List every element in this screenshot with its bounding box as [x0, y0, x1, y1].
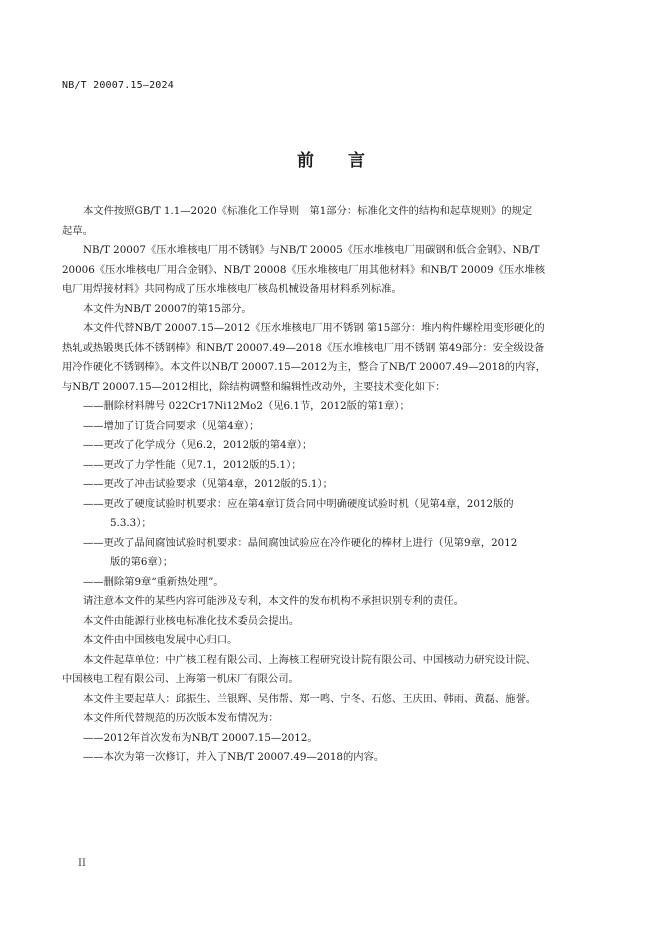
change-item: ——删除材料牌号 022Cr17Ni12Mo2（见6.1节，2012版的第1章）；: [83, 400, 410, 412]
paragraph-series-cont-2: 电厂用焊接材料》共同构成了压水堆核电厂核岛机械设备用材料系列标准。: [62, 283, 402, 295]
change-item: ——删除第9章“重新热处理”。: [83, 575, 224, 588]
change-item: ——更改了力学性能（见7.1，2012版的5.1）；: [83, 458, 302, 471]
paragraph-series: NB/T 20007《压水堆核电厂用不锈钢》与NB/T 20005《压水堆核电厂用碳钢和低合金钢》、NB/T: [83, 244, 540, 256]
paragraph-drafting-units: 本文件起草单位：中广核工程有限公司、上海核工程研究设计院有限公司、中国核动力研究设计院、: [83, 653, 537, 666]
change-item: ——更改了晶间腐蚀试验时机要求：晶间腐蚀试验应在冷作硬化的棒材上进行（见第9章，2012: [83, 536, 518, 549]
page-title-char-2: 言: [348, 151, 365, 171]
paragraph-proposer: 本文件由能源行业核电标准化技术委员会提出。: [83, 614, 300, 627]
paragraph-series-cont-1: 20006《压水堆核电厂用合金钢》、NB/T 20008《压水堆核电厂用其他材料》和NB/T 20009《压水堆核: [62, 263, 545, 276]
paragraph-drafting-basis: 本文件按照GB/T 1.1—2020《标准化工作导则 第1部分：标准化文件的结构和起草规则》的规定: [83, 205, 533, 217]
paragraph-part: 本文件为NB/T 20007的第15部分。: [83, 302, 252, 315]
page-title: [0, 146, 662, 171]
paragraph-drafting-basis-cont: 起草。: [62, 224, 93, 237]
history-item: ——2012年首次发布为NB/T 20007.15—2012。: [83, 731, 318, 744]
change-item-cont: 5.3.3）；: [110, 517, 152, 529]
change-item: ——更改了化学成分（见6.2，2012版的第4章）；: [83, 439, 313, 451]
page-number: II: [78, 858, 86, 869]
paragraph-replaces-cont-1: 热轧或热锻奥氏体不锈钢棒》和NB/T 20007.49—2018《压水堆核电厂用不锈钢 第49部分：安全级设备: [62, 341, 545, 354]
paragraph-replaces-cont-2: 用冷作硬化不锈钢棒》。本文件以NB/T 20007.15—2012为主，整合了NB/T 20007.49—2018的内容，: [62, 361, 546, 373]
paragraph-history: 本文件所代替规范的历次版本发布情况为：: [83, 712, 279, 724]
paragraph-drafting-units-cont: 中国核电工程有限公司、上海第一机床厂有限公司。: [62, 673, 299, 685]
paragraph-replaces-cont-3: 与NB/T 20007.15—2012相比，除结构调整和编辑性改动外，主要技术变化如下：: [62, 380, 446, 393]
change-item: ——更改了冲击试验要求（见第4章，2012版的5.1）；: [83, 478, 333, 490]
paragraph-drafters: 本文件主要起草人：邱振生、兰银辉、吴伟帮、郑一鸣、宁冬、石悠、王庆田、韩雨、黄磊、施誉。: [83, 692, 537, 705]
change-item: ——更改了硬度试验时机要求：应在第4章订货合同中明确硬度试验时机（见第4章，2012版的: [83, 497, 514, 510]
document-body: [62, 202, 582, 768]
paragraph-patent-notice: 请注意本文件的某些内容可能涉及专利，本文件的发布机构不承担识别专利的责任。: [83, 595, 464, 607]
change-item: ——增加了订货合同要求（见第4章）；: [83, 419, 260, 432]
paragraph-replaces: 本文件代替NB/T 20007.15—2012《压水堆核电厂用不锈钢 第15部分：堆内构件螺栓用变形硬化的: [83, 322, 545, 334]
paragraph-administrator: 本文件由中国核电发展中心归口。: [83, 634, 238, 646]
history-item: ——本次为第一次修订，并入了NB/T 20007.49—2018的内容。: [83, 751, 385, 763]
change-item-cont: 版的第6章）；: [110, 556, 174, 568]
page-title-char-1: 前: [297, 151, 314, 171]
document-code-header: NB/T 20007.15—2024: [62, 80, 174, 91]
